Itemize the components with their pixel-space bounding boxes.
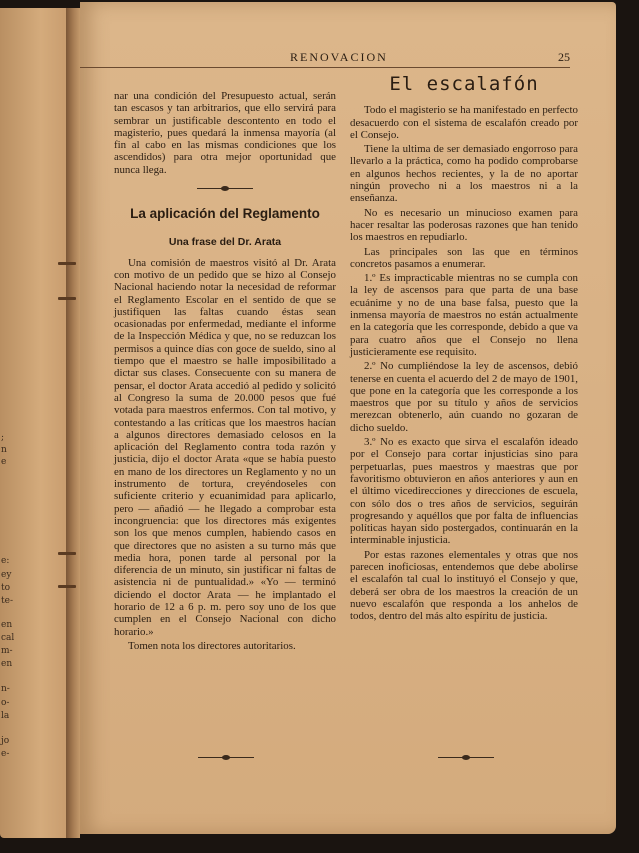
body-paragraph: 3.º No es exacto que sirva el escalafón ideado por el Consejo para cortar injusticias sino para perpetuarlas, pues maestros y maestras que por favoritismo obtuvieron en años anteriores y aun en el último vicedirecciones y direcciones de escuela, con sólo dos o tres años de servicios, seguirán progresando y aquéllos que por falta de influencias políticas hayan sido postergados, continuarán en la interminable injusticia.: [350, 436, 578, 547]
staple-top-lower: [58, 297, 76, 300]
fragment: ey: [1, 570, 12, 580]
fragment: e:: [1, 556, 10, 566]
fragment: e: [1, 457, 7, 467]
article-title: El escalafón: [389, 73, 539, 95]
right-column: [350, 73, 578, 624]
page-number: 25: [558, 50, 570, 64]
divider-ornament: [197, 186, 253, 192]
body-paragraph: Tomen nota los directores autoritarios.: [128, 639, 296, 652]
fragment: la: [1, 711, 10, 721]
body-paragraph: Las principales son las que en términos concretos pasamos a enumerar.: [350, 245, 578, 270]
body-paragraph: 1.º Es impracticable mientras no se cumpla con la ley de ascensos para que parta de una base ecuánime y no de una base falsa, puesto que la inmensa mayoría de maestros no están actualmente en la categoría que les corresponde, debido a que va para cuatro años que el Consejo no llena justicieramente ese requisito.: [350, 272, 578, 358]
binding-gutter: [66, 8, 80, 838]
fragment: en: [1, 620, 13, 630]
fragment: jo: [1, 736, 10, 746]
body-paragraph: Tiene la ultima de ser demasiado engorroso para llevarlo a la práctica, como ha podido comprobarse en algunos hechos recientes, y la de no aportar ningún provecho ni a los maestros ni a la enseñanza.: [350, 143, 578, 205]
fragment: o-: [1, 698, 10, 708]
fragment: n: [1, 445, 7, 455]
fragment: m-: [1, 646, 13, 656]
staple-top: [58, 262, 76, 265]
fragment: e-: [1, 749, 10, 759]
left-page-fragments: [0, 8, 15, 838]
body-paragraph: Todo el magisterio se ha manifestado en perfecto desacuerdo con el sistema de escalafón creado por el Consejo.: [350, 104, 578, 141]
left-column: [114, 90, 336, 654]
staple-bottom: [58, 552, 76, 555]
end-ornament-left: [198, 755, 254, 761]
body-paragraph: Una comisión de maestros visitó al Dr. Arata con motivo de un pedido que se hizo al Consejo Nacional haciendo notar la necesidad de reformar el Reglamento Escolar en el sentido de que se justifiquen las faltas cuando éstas sean ocasionadas por enfermedad, mediante el informe de la Inspección Médica y que, no se reduzcan los permisos a quince días con goce de sueldo, sino al tiempo que el maestro se halle imposibilitado a dictar sus clases. Consecuente con su manera de pensar, el doctor Arata accedió al pedido y solicitó al Congreso la suma de 20.000 pesos que fué votada para maestros enfermos. Con tal motivo, y contestando a las críticas que los maestros hacían a algunos directores demasiado celosos en la aplicación del Reglamento contra toda razón y justicia, dijo el doctor Arata «que se había puesto en mano de los directores un Reglamento y no un instrumento de tortura, creyéndoseles con suficiente criterio y ecuanimidad para aplicarlo, pero — añadió — he llegado a comprobar esta incongruencia: que los directores más exigentes son los que menos cumplen, habiendo casos en que directores que no asisten a su turno más que media hora, ponen tarde al personal por la diferencia de un minuto, sin justificar ni faltas de asistencia ni de puntualidad.» «Yo — terminó diciendo el doctor Arata — he implantado el horario de 12 a 6 p. m. pero soy uno de los que cumplen en el Consejo Nacional con dicho horario.»: [114, 256, 336, 638]
page-header: [80, 50, 580, 66]
fragment: to: [1, 583, 11, 593]
fragment: te-: [1, 596, 13, 606]
left-page-edge: [0, 8, 68, 838]
fragment: en: [1, 659, 13, 669]
body-paragraph: Por estas razones elementales y otras que nos parecen inoficiosas, entendemos que debe abolirse el escalafón tal cual lo instituyó el Consejo y que, deberá ser obra de los maestros la creación de un nuevo escalafón que responda a los anhelos de todos, dentro del más alto espíritu de justicia.: [350, 548, 578, 623]
fragment: ;: [1, 433, 5, 443]
running-head: RENOVACION: [290, 50, 388, 64]
staple-bottom-lower: [58, 585, 76, 588]
end-ornament-right: [438, 755, 494, 761]
subhead: Una frase del Dr. Arata: [168, 236, 282, 249]
header-rule: [80, 67, 570, 68]
fragment: cal: [1, 633, 15, 643]
body-paragraph: 2.º No cumpliéndose la ley de ascensos, debió tenerse en cuenta el acuerdo del 2 de mayo de 1901, que pone en la categoría que les corresponde a los maestros que por su título y años de servicios merezcan obtenerlo, aún cuando no gozaran de dicho sueldo.: [350, 360, 578, 434]
body-paragraph: No es necesario un minucioso examen para hacer resaltar las poderosas razones que han tenido los maestros en repudiarlo.: [350, 206, 578, 244]
continuation-paragraph: nar una condición del Presupuesto actual, serán tan escasos y tan arbitrarios, que ello servirá para sembrar un justificable descontento en todo el magisterio, pues quedará la inmensa mayoría (al fin al cabo en las mismas condiciones que los ascendidos) para otra mejor oportunidad que nunca llega.: [114, 90, 336, 176]
section-title: La aplicación del Reglamento: [130, 206, 320, 222]
fragment: n-: [1, 684, 10, 694]
